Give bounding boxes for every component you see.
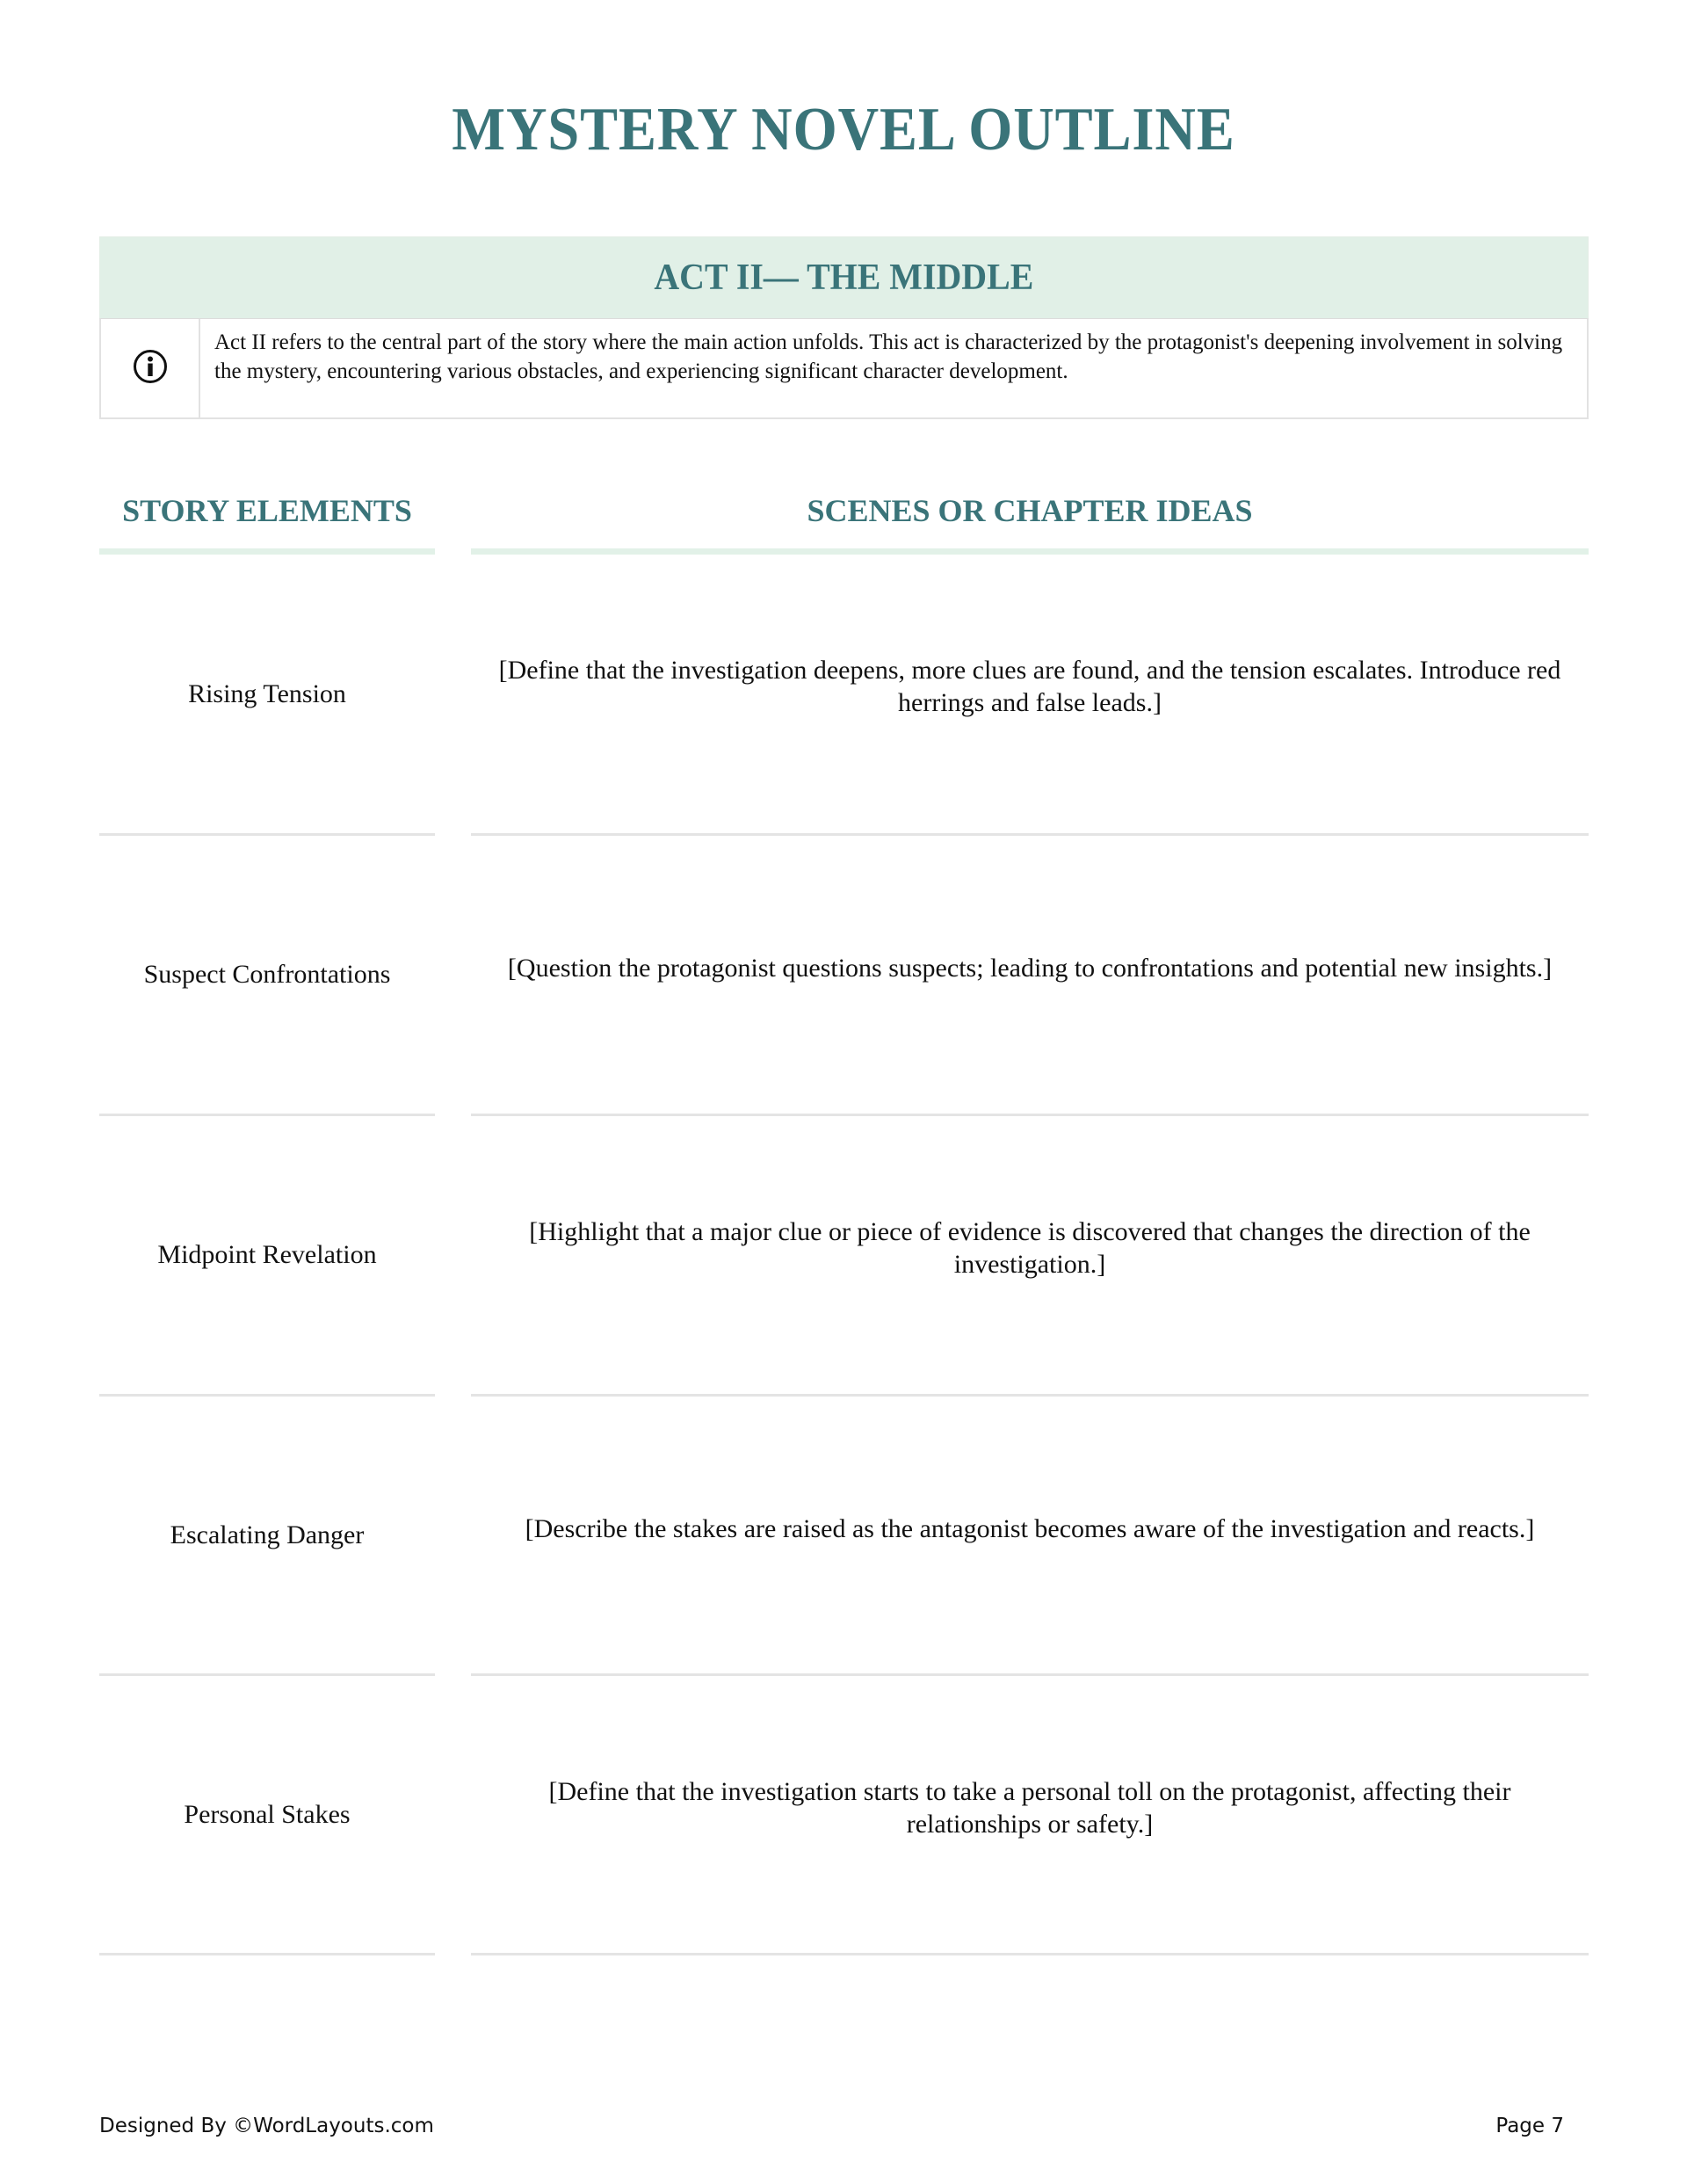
- column-header-story-elements: STORY ELEMENTS: [122, 493, 412, 528]
- info-icon-cell: [101, 319, 200, 417]
- story-element-cell[interactable]: [99, 836, 435, 1114]
- scene-idea-text: [Describe the stakes are raised as the antagonist becomes aware of the investigation and reacts.]: [525, 1513, 1535, 1543]
- act-description: Act II refers to the central part of the story where the main action unfolds. This act is characterized by the protagonist's deepening involvement in solving the mystery, encountering various obstacles, and experiencing significant character development.: [214, 330, 1563, 383]
- story-element-label: Midpoint Revelation: [157, 1240, 377, 1269]
- story-element-cell[interactable]: [99, 1676, 435, 1954]
- story-element-cell[interactable]: [99, 555, 435, 834]
- column-underline-left: [99, 548, 435, 555]
- scene-idea-cell[interactable]: [489, 836, 1571, 1099]
- column-underline-right: [471, 548, 1589, 555]
- story-element-label: Personal Stakes: [184, 1800, 351, 1829]
- story-element-label: Suspect Confrontations: [143, 960, 391, 989]
- info-circle-icon: [133, 349, 168, 388]
- footer-credit: Designed By ©WordLayouts.com: [99, 2115, 434, 2137]
- story-element-label: Escalating Danger: [170, 1520, 365, 1549]
- scene-idea-cell[interactable]: [489, 1676, 1571, 1940]
- scene-idea-text: [Question the protagonist questions suspects; leading to confrontations and potential new insights.]: [507, 953, 1553, 983]
- row-divider: [471, 1953, 1589, 1955]
- scene-idea-text: [Define that the investigation starts to take a personal toll on the protagonist, affecting their relationships or safety.]: [548, 1777, 1511, 1839]
- scene-idea-text: [Highlight that a major clue or piece of evidence is discovered that changes the direction of the investigation.]: [529, 1217, 1531, 1279]
- scene-idea-cell[interactable]: [489, 555, 1571, 818]
- document-title: MYSTERY NOVEL OUTLINE: [452, 96, 1235, 163]
- act-info-row: [99, 318, 1589, 419]
- scene-idea-cell[interactable]: [489, 1116, 1571, 1380]
- story-element-cell[interactable]: [99, 1116, 435, 1394]
- act-heading: ACT II— THE MIDDLE: [654, 258, 1034, 298]
- story-element-label: Rising Tension: [188, 679, 346, 708]
- column-header-scene-ideas: SCENES OR CHAPTER IDEAS: [807, 493, 1253, 528]
- story-element-cell[interactable]: [99, 1397, 435, 1674]
- scene-idea-cell[interactable]: [489, 1397, 1571, 1660]
- page-number: Page 7: [1495, 2115, 1564, 2137]
- act-banner: [99, 236, 1589, 318]
- scene-idea-text: [Define that the investigation deepens, more clues are found, and the tension escalates. Introduce red herrings and false leads.]: [498, 656, 1561, 717]
- row-divider: [99, 1953, 435, 1955]
